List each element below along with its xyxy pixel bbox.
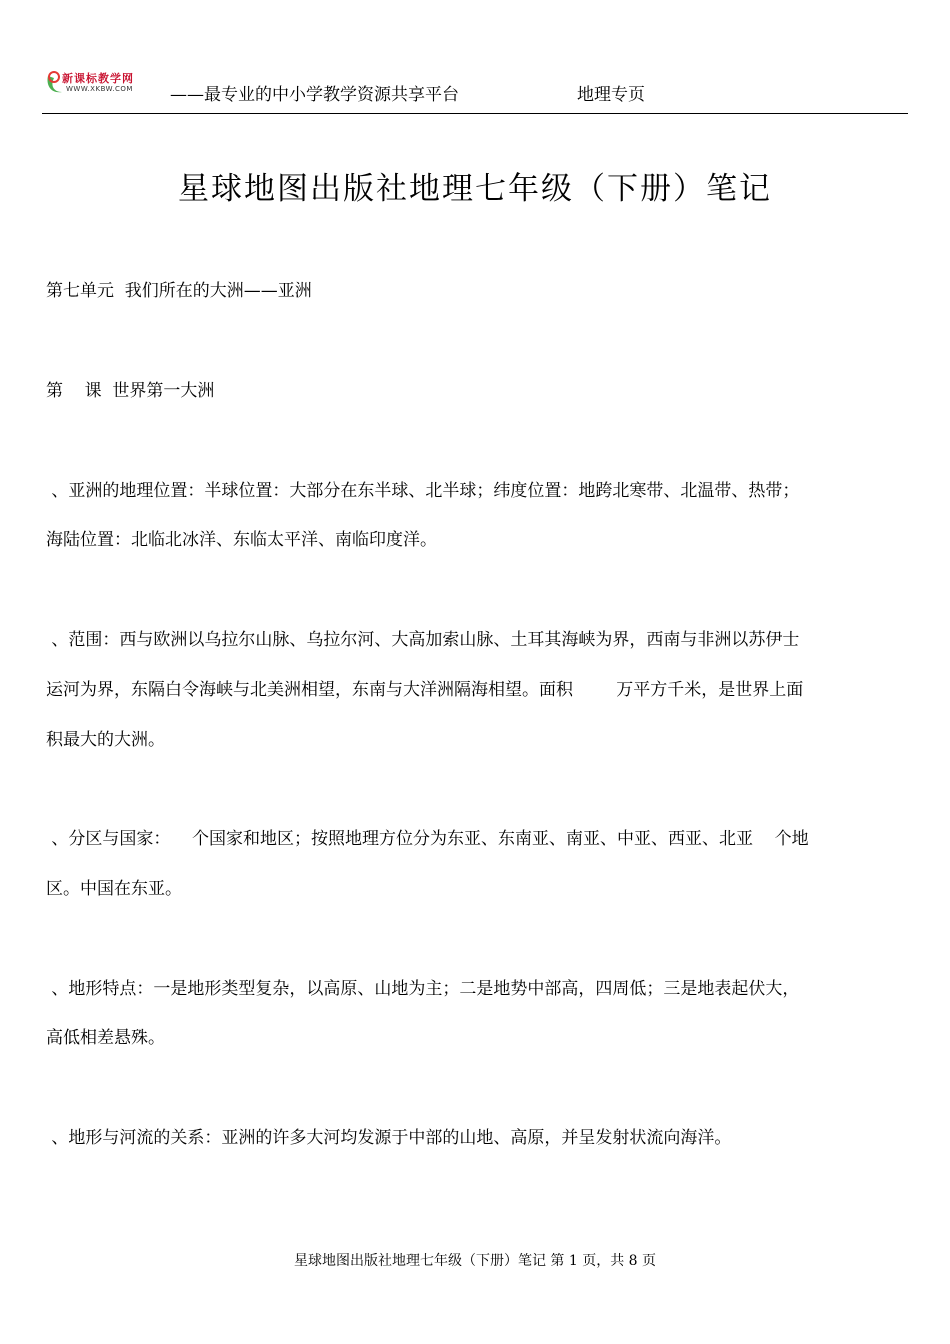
item-2-line-3: 积最大的大洲。 [46,730,165,750]
item-5-line-1: 、地形与河流的关系：亚洲的许多大河均发源于中部的山地、高原，并呈发射状流向海洋。 [46,1128,732,1148]
item-2-line-1: 、范围：西与欧洲以乌拉尔山脉、乌拉尔河、大高加索山脉、土耳其海峡为界，西南与非洲以苏伊士 [46,630,800,650]
item-1-line-1: 、亚洲的地理位置：半球位置：大部分在东半球、北半球；纬度位置：地跨北寒带、北温带、热带； [46,481,800,501]
page-footer: 星球地图出版社地理七年级（下册）笔记 第 1 页，共 8 页 [293,1253,657,1269]
item-4-line-1: 、地形特点：一是地形类型复杂，以高原、山地为主；二是地势中部高，四周低；三是地表起伏大， [46,979,800,999]
item-1-line-2: 海陆位置：北临北冰洋、东临太平洋、南临印度洋。 [46,530,437,550]
lesson-heading: 第 课 世界第一大洲 [46,381,215,401]
document-title: 星球地图出版社地理七年级（下册）笔记 [178,171,772,207]
header-section: 地理专页 [577,85,645,105]
item-3-line-2: 区。中国在东亚。 [46,879,182,899]
site-logo [44,68,150,100]
page-header [0,0,950,120]
unit-heading: 第七单元 我们所在的大洲——亚洲 [46,281,312,301]
logo-url: WWW.XKBW.COM [66,85,133,93]
item-3-line-1: 、分区与国家： 个国家和地区；按照地理方位分为东亚、东南亚、南亚、中亚、西亚、北亚 个地 [46,829,809,849]
item-4-line-2: 高低相差悬殊。 [46,1028,165,1048]
header-divider [42,113,908,114]
item-2-line-2: 运河为界，东隔白令海峡与北美洲相望，东南与大洋洲隔海相望。面积 万平方千米，是世界上面 [46,680,804,700]
header-slogan: ——最专业的中小学教学资源共享平台 [170,85,459,105]
logo-text: 新课标教学网 [62,72,134,85]
